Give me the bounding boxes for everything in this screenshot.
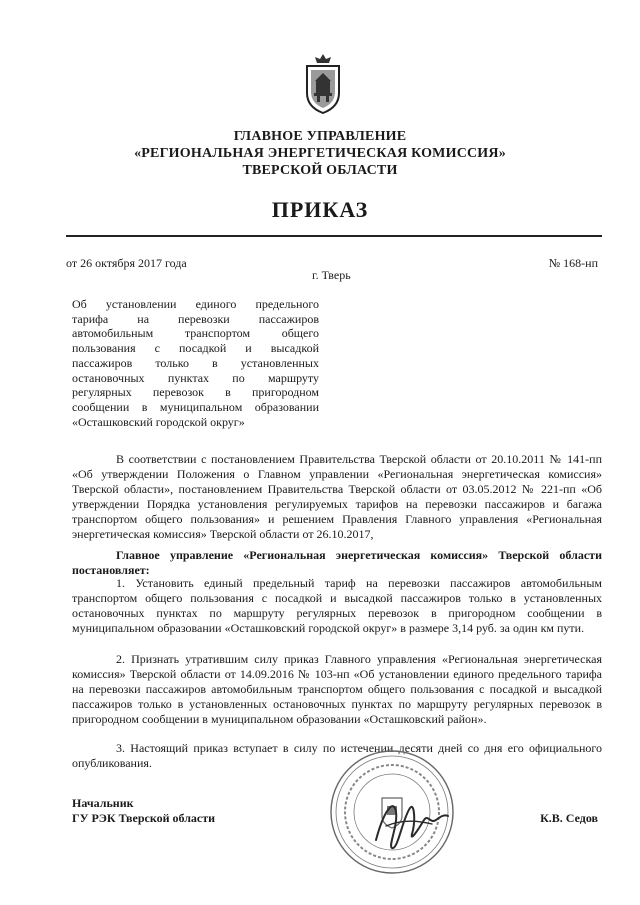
- signatory-position-line-1: Начальник: [72, 796, 134, 810]
- order-date: от 26 октября 2017 года: [66, 256, 187, 270]
- subject-line: Об установлении единого предельного: [72, 297, 319, 311]
- subject-line: автомобильным транспортом общего: [72, 326, 319, 341]
- subject-line: сообщении в муниципальном образовании: [72, 399, 319, 414]
- order-subject: [72, 297, 319, 429]
- decides-paragraph: Главное управление «Региональная энергетическая комиссия» Тверской области постановляет:: [72, 548, 602, 577]
- subject-line: «Осташковский городской округ»: [72, 414, 245, 429]
- header-line-3: ТВЕРСКОЙ ОБЛАСТИ: [242, 163, 398, 178]
- order-city: г. Тверь: [312, 268, 351, 282]
- order-number: № 168-нп: [548, 256, 598, 270]
- order-item-2: 2. Признать утратившим силу приказ Главного управления «Региональная энергетическая комиссия» Тверской области от 14.09.2016 № 103-нп «Об установлении единого предельного тарифа на перевозки пассажиров автомобильным транспортом общего пользования с посадкой и высадкой пассажиров только в установленных остановочных пунктах по маршруту регулярных перевозок в пригородном сообщении в муниципальном образовании «Осташковский район».: [72, 652, 602, 726]
- signatory-name: К.В. Седов: [540, 811, 598, 825]
- header-line-1: ГЛАВНОЕ УПРАВЛЕНИЕ: [233, 129, 407, 144]
- document-title: ПРИКАЗ: [271, 197, 369, 222]
- subject-line: пользования с посадкой и высадкой: [72, 341, 319, 356]
- subject-line: пассажиров только в установленных: [72, 355, 319, 370]
- coat-of-arms-icon: [303, 53, 343, 115]
- preamble-paragraph: В соответствии с постановлением Правительства Тверской области от 20.10.2011 № 141-пп «Об утверждении Положения о Главном управлении «Региональная энергетическая комиссия» Тверской области», постановлением Правительства Тверской области от 03.05.2012 № 221-пп «Об утверждении Порядка установления регулируемых тарифов на перевозки пассажиров и багажа транспортом общего пользования» и решением Правления Главного управления «Региональная энергетическая комиссия» Тверской области от 26.10.2017,: [72, 452, 602, 541]
- order-item-1: 1. Установить единый предельный тариф на перевозки пассажиров автомобильным транспортом общего пользования с посадкой и высадкой пассажиров только в установленных остановочных пунктах по маршруту регулярных перевозок в пригородном сообщении в муниципальном образовании «Осташковский городской округ» в размере 3,14 руб. за один км пути.: [72, 576, 602, 635]
- subject-line: остановочных пунктах по маршруту: [72, 370, 319, 385]
- handwritten-signature-icon: [366, 790, 452, 856]
- header-line-2: «РЕГИОНАЛЬНАЯ ЭНЕРГЕТИЧЕСКАЯ КОМИССИЯ»: [134, 146, 506, 161]
- header-divider: [66, 235, 602, 237]
- subject-line: регулярных перевозок в пригородном: [72, 385, 319, 400]
- subject-line: тарифа на перевозки пассажиров: [72, 311, 319, 326]
- order-item-3: 3. Настоящий приказ вступает в силу по истечении десяти дней со дня его официального опубликования.: [72, 741, 602, 770]
- signatory-position: [72, 796, 215, 826]
- signatory-position-line-2: ГУ РЭК Тверской области: [72, 811, 216, 825]
